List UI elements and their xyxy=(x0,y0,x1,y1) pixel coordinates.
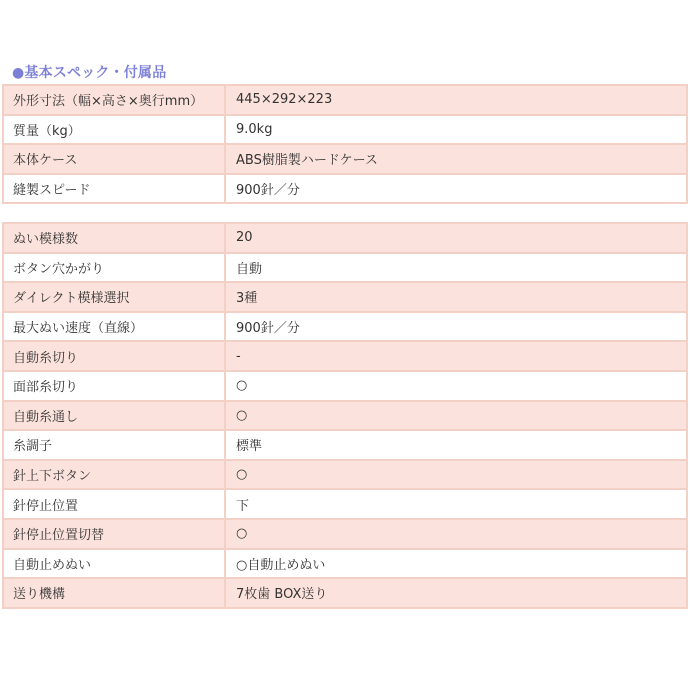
spec-label: 本体ケース xyxy=(3,144,225,174)
spec-value: 9.0kg xyxy=(225,115,687,145)
table-row xyxy=(3,115,687,145)
spec-value: ○ xyxy=(225,401,687,431)
table-row xyxy=(3,460,687,490)
spec-label: 外形寸法（幅×高さ×奥行mm） xyxy=(3,85,225,115)
spec-label: 針停止位置 xyxy=(3,489,225,519)
spec-value: ○自動止めぬい xyxy=(225,549,687,579)
spec-value: ○ xyxy=(225,371,687,401)
basic-spec-table xyxy=(2,84,688,204)
spec-value: ○ xyxy=(225,519,687,549)
spec-label: 針上下ボタン xyxy=(3,460,225,490)
table-row xyxy=(3,174,687,204)
table-row xyxy=(3,401,687,431)
spec-label: 自動糸通し xyxy=(3,401,225,431)
spec-label: 質量（kg） xyxy=(3,115,225,145)
spec-value: - xyxy=(225,341,687,371)
table-row xyxy=(3,223,687,253)
table-row xyxy=(3,312,687,342)
spec-label: 自動糸切り xyxy=(3,341,225,371)
spec-value: 900針／分 xyxy=(225,174,687,204)
spec-value: 3種 xyxy=(225,282,687,312)
spec-value: 自動 xyxy=(225,253,687,283)
table-row xyxy=(3,144,687,174)
spec-value: 下 xyxy=(225,489,687,519)
spec-value: ○ xyxy=(225,460,687,490)
spec-value: 900針／分 xyxy=(225,312,687,342)
spec-value: 20 xyxy=(225,223,687,253)
spec-label: 自動止めぬい xyxy=(3,549,225,579)
spec-label: 縫製スピード xyxy=(3,174,225,204)
table-row xyxy=(3,282,687,312)
spec-value: 445×292×223 xyxy=(225,85,687,115)
spec-value: ABS樹脂製ハードケース xyxy=(225,144,687,174)
table-row xyxy=(3,85,687,115)
spec-label: 送り機構 xyxy=(3,578,225,608)
table-row xyxy=(3,489,687,519)
feature-spec-table xyxy=(2,222,688,609)
spec-label: ボタン穴かがり xyxy=(3,253,225,283)
table-row xyxy=(3,549,687,579)
spec-label: ぬい模様数 xyxy=(3,223,225,253)
table-row xyxy=(3,341,687,371)
spec-label: 針停止位置切替 xyxy=(3,519,225,549)
spec-label: 最大ぬい速度（直線） xyxy=(3,312,225,342)
spec-label: 面部糸切り xyxy=(3,371,225,401)
table-row xyxy=(3,519,687,549)
table-row xyxy=(3,253,687,283)
spec-label: ダイレクト模様選択 xyxy=(3,282,225,312)
spec-value: 7枚歯 BOX送り xyxy=(225,578,687,608)
table-row xyxy=(3,578,687,608)
spec-value: 標準 xyxy=(225,430,687,460)
table-row xyxy=(3,371,687,401)
table-row xyxy=(3,430,687,460)
section-heading: ●基本スペック・付属品 xyxy=(12,65,167,81)
spec-label: 糸調子 xyxy=(3,430,225,460)
